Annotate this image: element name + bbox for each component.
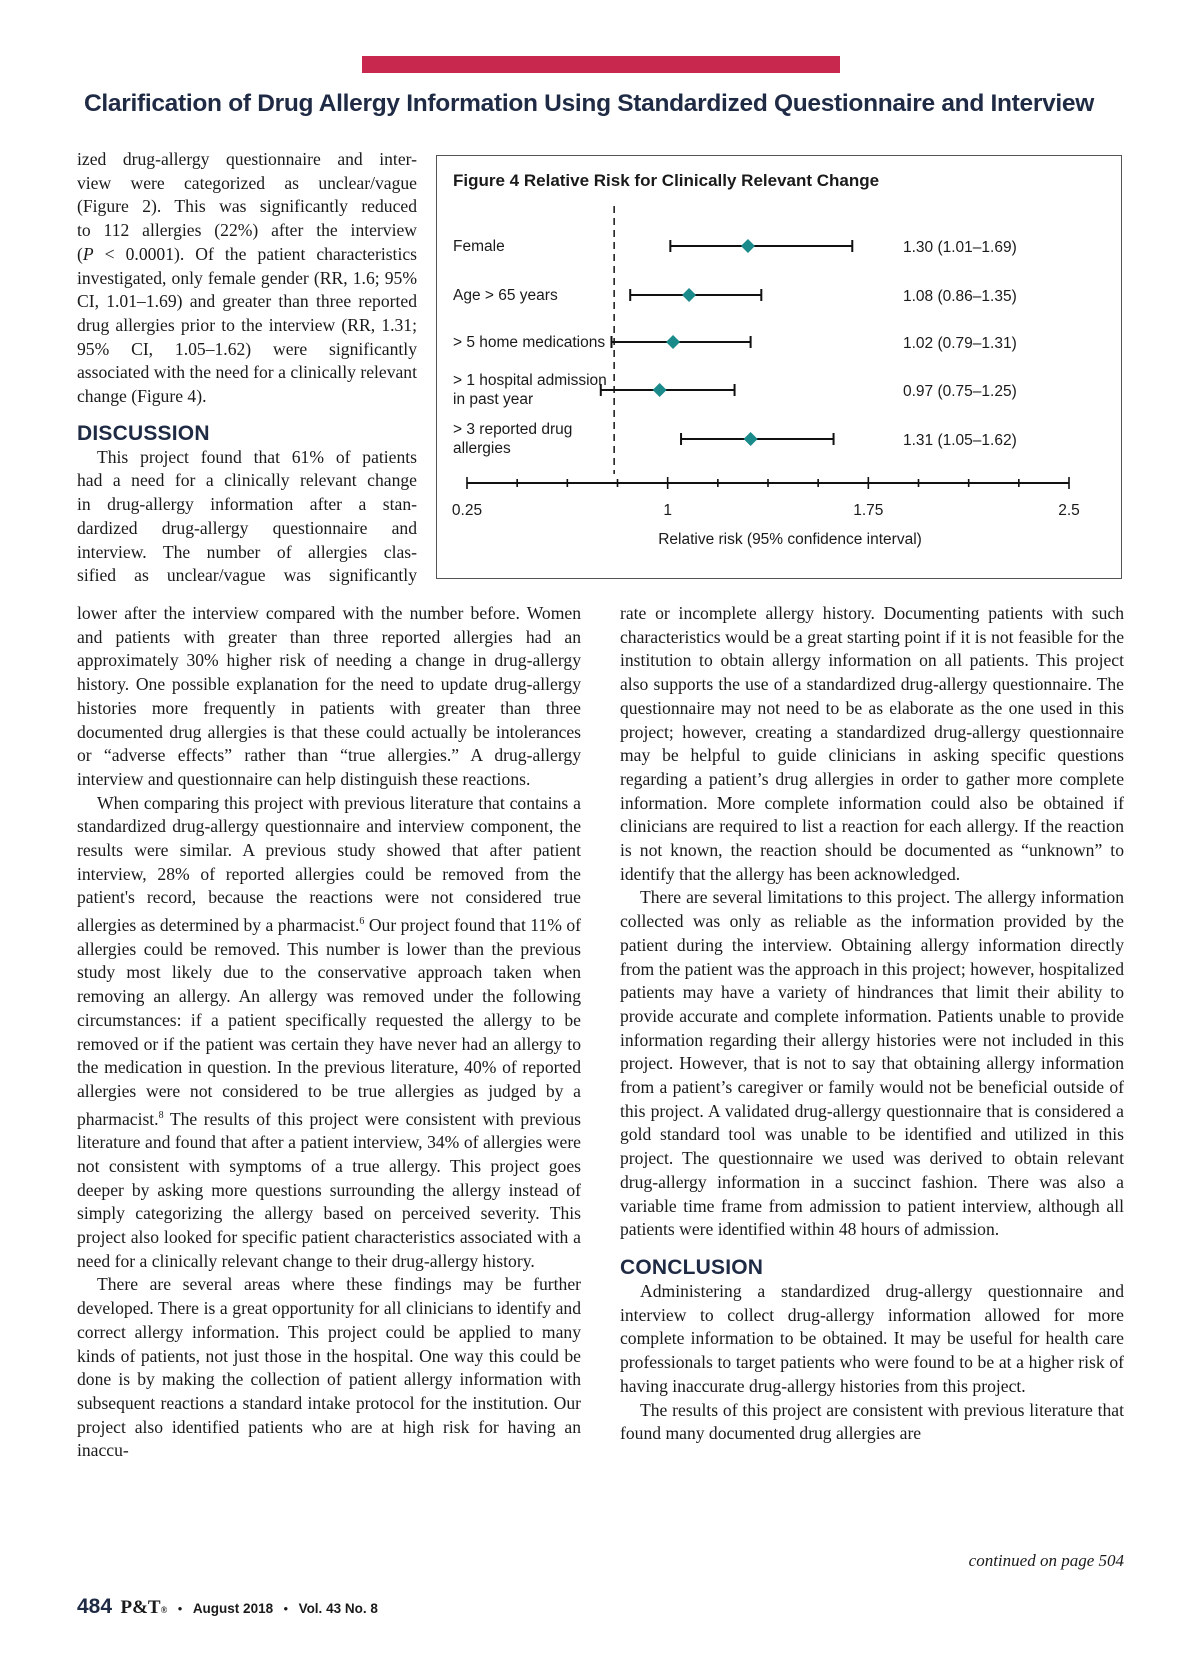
row-label: > 3 reported drug allergies [453,421,573,457]
row-value: 1.30 (1.01–1.69) [903,239,1017,256]
estimate-marker [653,383,667,397]
paragraph-limitations: There are several limitations to this project. The allergy information collected was only as reliable as the information provided by the patient during the interview. Obtaining allergy information directly from the patient was the approach in this project; however, hospitalized patients may have a variety of hindrances that limit their ability to provide accurate and complete information. Patients unable to provide information regarding their allergy histories were not included in this project. However, that is not to say that obtaining allergy information from a patient’s caregiver or family would not be beneficial outside of this project. A validated drug-allergy questionnaire that is considered a gold standard tool was unable to be identified and utilized in this project. The questionnaire we used was derived to obtain relevant drug-allergy information in a succinct fashion. There was also a variable time frame from admission to patient interview, although all patients were identified within 48 hours of admission. [620,887,1124,1240]
forest-plot [437,156,1123,580]
paragraph-discussion-1-start: This project found that 61% of patients had a need for a clinically relevant change in drug-allergy information after a stan- dardized drug-allergy questionnaire and interview. The number of allergies clas- sified as unclear/vague was significantly [77,446,417,586]
x-axis-label: Relative risk (95% confidence interval) [658,531,922,548]
reference-6: 6 [359,916,365,928]
paragraph-discussion-3: There are several areas where these findings may be further developed. There is a great opportunity for all clinicians to identify and correct allergy information. This project could be applied to many kinds of patients, not just those in the hospital. One way this could be done is by making the collection of patient allergy information with subsequent reactions a standard intake protocol for the institution. Our project also identified patients who are at high risk for having an inaccu- [77,1274,581,1461]
header-accent-bar [362,56,840,73]
paragraph-results-end: ized drug-allergy questionnaire and inter- view were categorized as unclear/vague (Figure 2). This was significantly reduced to 112 allergies (22%) after the interview (P < 0.0001). Of the patient characteristics investigated, only female gender (RR, 1.6; 95% CI, 1.01–1.69) and greater than three reported drug allergies prior to the interview (RR, 1.31; 95% CI, 1.05–1.62) were significantly associated with the need for a clinically relevant change (Figure 4). [77,149,417,407]
paragraph-discussion-2: When comparing this project with previous literature that contains a standardized drug-allergy questionnaire and interview component, the results were similar. A previous study showed that after patient interview, 28% of reported allergies could be removed from the patient's record, because the reactions were not considered true allergies as determined by a pharmacist.$^6$ Our project found that 11% of allergies could be removed. This number is lower than the previous study most likely due to the conservative approach taken when removing an allergy. An allergy was removed under the following circumstances: if a patient specifically requested the allergy to be removed or if the patient was certain they have never had an allergy to the medication in question. In the previous literature, 40% of reported allergies were not considered to be true allergies as judged by a pharmacist.$^8$ The results of this project were consistent with previous literature and found that after a patient interview, 34% of allergies were not consistent with symptoms of a true allergy. This project goes deeper by asking more questions surrounding the allergy instead of simply categorizing the allergy based on perceived severity. This project also looked for specific patient characteristics associated with a need for a clinically relevant change to their drug-allergy history. [77,792,581,1271]
estimate-marker [666,335,680,349]
estimate-marker [682,288,696,302]
row-value: 1.31 (1.05–1.62) [903,432,1017,449]
continued-note: continued on page 504 [968,1551,1124,1570]
paragraph-discussion-4: rate or incomplete allergy history. Documenting patients with such characteristics would be a great starting point if it is not feasible for the institution to obtain allergy information on all patients. This project also supports the use of a standardized drug-allergy questionnaire. The questionnaire may not need to be as elaborate as the one used in this project; however, creating a standardized drug-allergy questionnaire may be helpful to guide clinicians in asking specific questions regarding a patient’s drug allergies in order to gather more complete information. More complete information could also be obtained if clinicians are required to list a reaction for each allergy. If the reaction is not known, the reaction should be documented as “unknown” to identify that the allergy has been acknowledged. [620,603,1124,884]
left-column-bottom [77,602,581,1463]
footer-separator: • [283,1601,289,1616]
row-value: 1.02 (0.79–1.31) [903,335,1017,352]
paragraph-conclusion-1: Administering a standardized drug-allergy questionnaire and interview to collect drug-allergy information allowed for more complete information to be obtained. It may be useful for health care professionals to target patients who were found to be at a higher risk of having inaccurate drug-allergy histories from this project. [620,1280,1124,1396]
issue-date: August 2018 [192,1601,274,1616]
issue-volume: Vol. 43 No. 8 [298,1601,378,1616]
right-column [620,602,1124,1446]
estimate-marker [744,432,758,446]
row-label: Female [453,238,505,255]
figure-title: Figure 4 Relative Risk for Clinically Relevant Change [453,171,880,190]
paragraph-discussion-1-rest: lower after the interview compared with the number before. Women and patients with greater than three reported allergies had an approximately 30% higher risk of needing a change in drug-allergy history. One possible explanation for the need to update drug-allergy histories more frequently in patients with greater than three documented drug allergies is that these could actually be intolerances or “adverse effects” rather than “true allergies.” A drug-allergy interview and questionnaire can help distinguish these reactions. [77,603,581,789]
x-tick-label: 0.25 [451,502,483,519]
row-label: > 5 home medications [453,334,606,351]
paragraph-conclusion-2: The results of this project are consistent with previous literature that found many documented drug allergies are [620,1399,1124,1444]
conclusion-heading: CONCLUSION [620,1255,764,1279]
footer-separator: • [177,1601,183,1616]
left-column-top [77,148,417,588]
row-label: Age > 65 years [453,287,558,304]
journal-name: P&T® [120,1597,168,1618]
figure-4 [436,155,1122,579]
row-value: 1.08 (0.86–1.35) [903,288,1017,305]
x-tick-label: 1.75 [853,502,884,519]
row-value: 0.97 (0.75–1.25) [903,383,1017,400]
discussion-heading: DISCUSSION [77,421,210,445]
page-footer [77,1595,378,1619]
estimate-marker [741,239,755,253]
page-number: 484 [77,1595,113,1618]
reference-8: 8 [158,1109,164,1121]
x-tick-label: 2.5 [1058,502,1080,519]
article-title: Clarification of Drug Allergy Information Using Standardized Questionnaire and Interview [84,90,1094,117]
row-label: > 1 hospital admission in past year [453,372,607,408]
x-tick-label: 1 [663,502,672,519]
